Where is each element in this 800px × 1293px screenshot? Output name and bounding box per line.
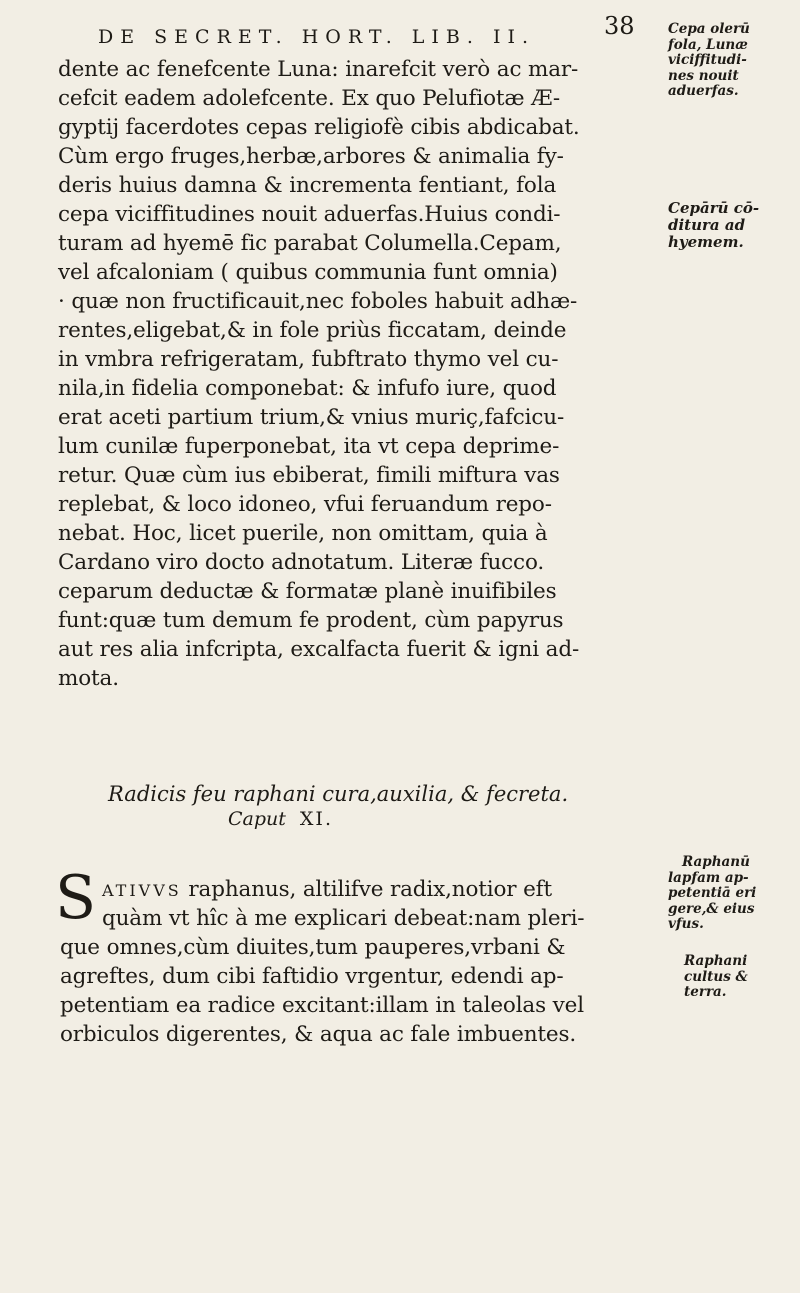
margin-line: Cepārū cō-	[668, 199, 760, 217]
margin-line: Raphani	[684, 953, 748, 969]
main-text-block	[58, 55, 658, 693]
caput-label: Caput	[228, 808, 286, 830]
margin-line: hyemem.	[668, 233, 744, 251]
text-line: dente ac fenefcente Luna: inarefcit verò ac mar-	[58, 57, 579, 82]
chapter-number: XI.	[299, 808, 333, 830]
text-line: agreftes, dum cibi faftidio vrgentur, edendi ap-	[60, 964, 564, 989]
chapter-title: Radicis feu raphani cura,auxilia, & fecreta.	[108, 782, 569, 806]
text-line: aut res alia infcripta, excalfacta fuerit & igni ad-	[58, 637, 580, 662]
text-line: deris huius damna & incrementa fentiant, fola	[58, 173, 557, 198]
text-line: cepa viciffitudines nouit aduerfas.Huius condi-	[58, 202, 561, 227]
margin-line: fola, Lunæ	[668, 36, 748, 53]
chapter-text-block	[60, 904, 660, 1049]
text-line: in vmbra refrigeratam, fubftrato thymo vel cu-	[58, 347, 559, 372]
page-number: 38	[604, 12, 635, 40]
text-line: replebat, & loco idoneo, vfui feruandum repo-	[58, 492, 552, 517]
text-line: retur. Quæ cùm ius ebiberat, fimili miftura vas	[58, 463, 560, 488]
margin-note-raphanum	[668, 855, 796, 933]
first-line-rest: raphanus, altilifve radix,notior eft	[181, 877, 552, 902]
running-head: DE SECRET. HORT. LIB. II.	[98, 26, 535, 48]
text-line: nebat. Hoc, licet puerile, non omittam, quia à	[58, 521, 548, 546]
margin-line: aduerfas.	[668, 83, 739, 99]
margin-line: Cepa olerū	[668, 21, 750, 37]
text-line: nila,in fidelia componebat: & infufo iure, quod	[58, 376, 557, 401]
text-line: gyptij facerdotes cepas religiofè cibis abdicabat.	[58, 115, 580, 140]
text-line: que omnes,cùm diuites,tum pauperes,vrbani &	[60, 935, 566, 960]
margin-line: vfus.	[668, 916, 704, 932]
text-line: Cùm ergo fruges,herbæ,arbores & animalia fy-	[58, 144, 564, 169]
text-line: erat aceti partium trium,& vnius muriç,fafcicu-	[58, 405, 565, 430]
margin-line: ditura ad	[668, 216, 746, 234]
text-line: quàm vt hîc à me explicari debeat:nam pleri-	[102, 906, 585, 931]
margin-line: cultus &	[684, 968, 748, 985]
margin-line: Raphanū	[682, 854, 750, 870]
text-line: rentes,eligebat,& in fole priùs ficcatam, deinde	[58, 318, 567, 343]
margin-line: nes nouit	[668, 67, 739, 84]
text-line: turam ad hyemē fic parabat Columella.Cepam,	[58, 231, 562, 256]
margin-note-cepa	[668, 22, 796, 100]
chapter-first-line-block	[102, 875, 662, 904]
text-line: funt:quæ tum demum fe prodent, cùm papyrus	[58, 608, 564, 633]
chapter-heading	[228, 808, 333, 830]
text-line: Cardano viro docto adnotatum. Literæ fucco.	[58, 550, 545, 575]
margin-line: lapfam ap-	[668, 869, 749, 886]
margin-line: terra.	[684, 984, 727, 1000]
margin-line: petentiā eri	[668, 885, 757, 901]
margin-line: viciffitudi-	[668, 52, 747, 68]
text-line: orbiculos digerentes, & aqua ac fale imbuentes.	[60, 1022, 577, 1047]
text-line: vel afcaloniam ( quibus communia funt omnia)	[58, 260, 558, 285]
margin-note-raphani-cultus	[684, 954, 800, 1001]
text-line	[102, 875, 662, 904]
text-line: cefcit eadem adolefcente. Ex quo Pelufiotæ Æ-	[58, 86, 560, 111]
margin-line: gere,& eius	[668, 900, 755, 917]
text-line: mota.	[58, 666, 119, 691]
text-line: · quæ non fructificauit,nec foboles habuit adhæ-	[58, 289, 578, 314]
text-line: ceparum deductæ & formatæ planè inuifibiles	[58, 579, 557, 604]
text-line: lum cunilæ fuperponebat, ita vt cepa deprime-	[58, 434, 560, 459]
drop-cap: S	[55, 863, 97, 933]
margin-note-conditura	[668, 200, 796, 251]
smallcaps-word: ATIVVS	[102, 881, 182, 900]
text-line: petentiam ea radice excitant:illam in taleolas vel	[60, 993, 584, 1018]
